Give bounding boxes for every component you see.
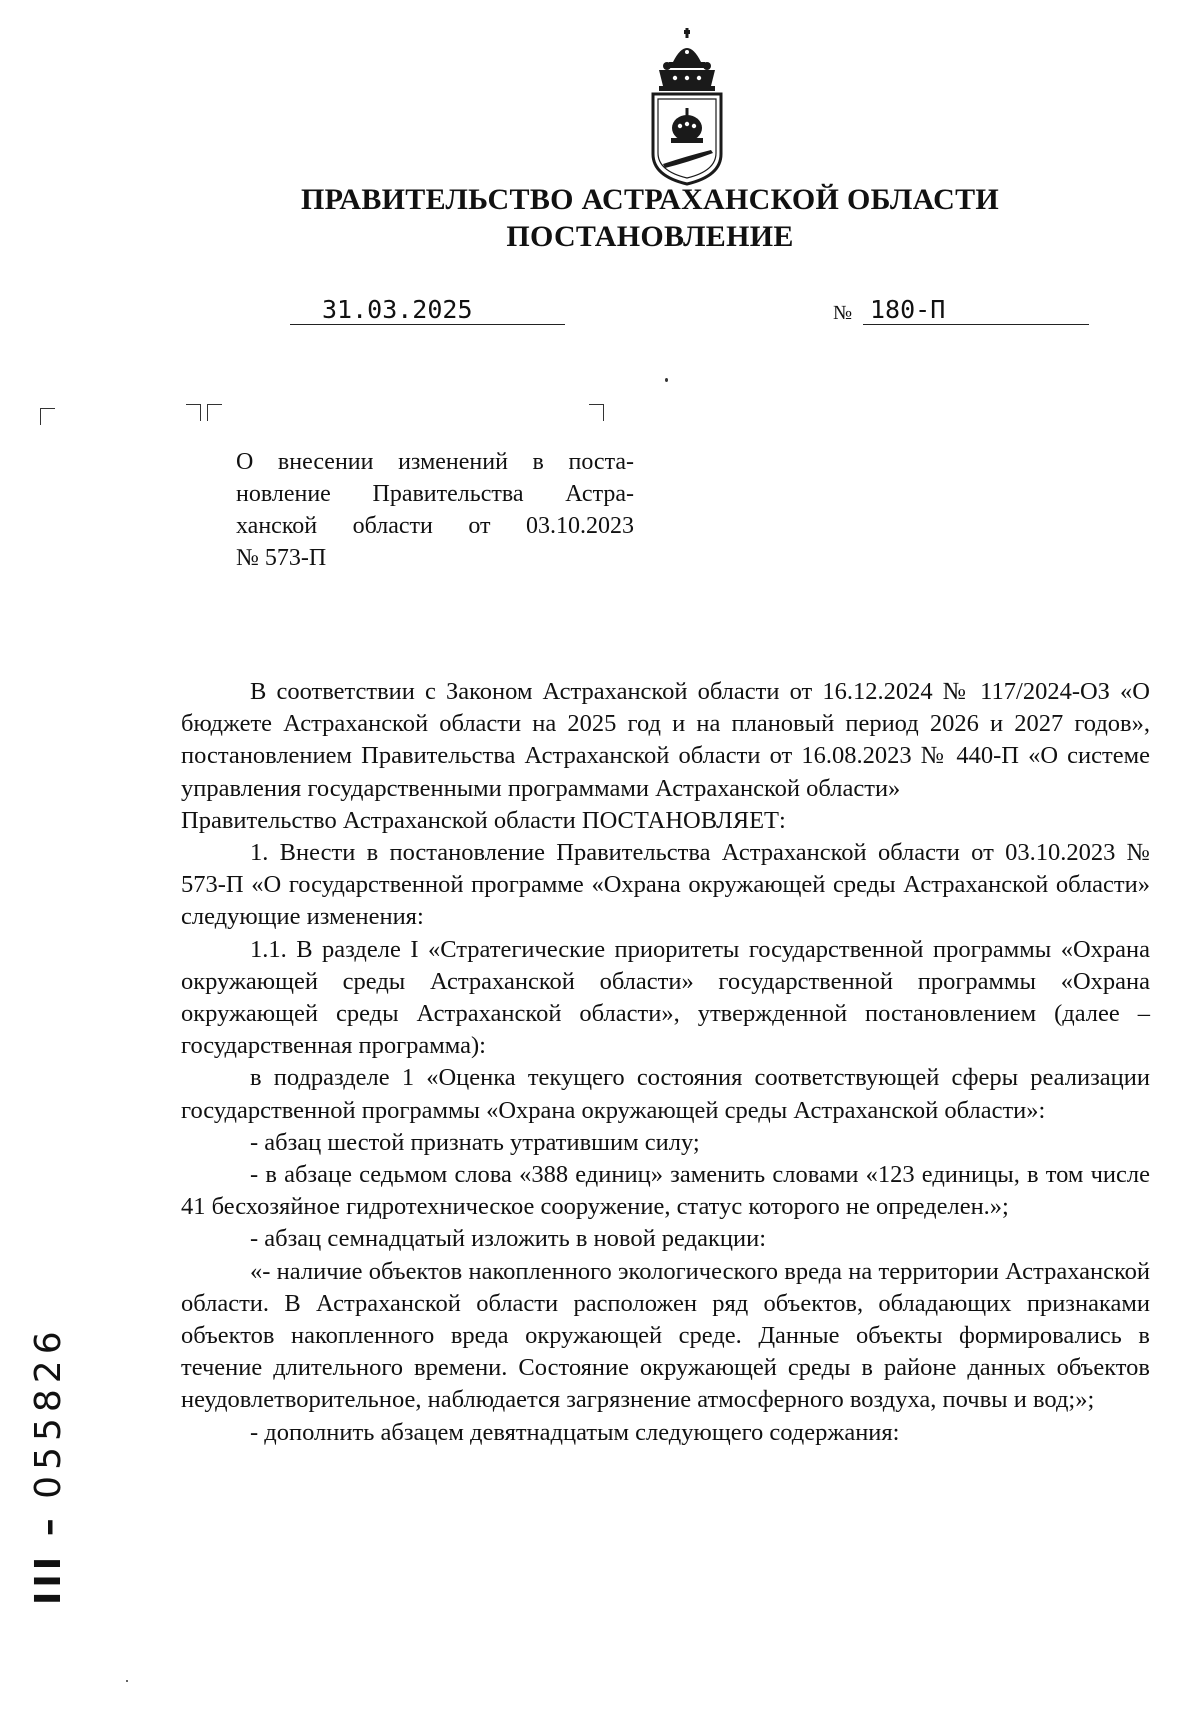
- amendment-item: - дополнить абзацем девятнадцатым следующего содержания:: [250, 1418, 900, 1446]
- subject-corner-mark: [186, 404, 201, 421]
- scan-speck: [665, 378, 668, 382]
- margin-corner-mark: [40, 408, 55, 425]
- coat-of-arms-emblem: [645, 28, 729, 188]
- amendment-item: - абзац семнадцатый изложить в новой редакции:: [250, 1225, 766, 1253]
- subject-corner-mark: [589, 404, 604, 421]
- amendment-item: - в абзаце седьмом слова «388 единиц» заменить словами «123 единицы, в том числе 41 бесхозяйное гидротехническое сооружение, статус которого не определен.»;: [181, 1161, 1150, 1221]
- clause-1: 1. Внести в постановление Правительства Астраханской области от 03.10.2023 № 573-П «О государственной программе «Охрана окружающей среды Астраханской области» следующие изменения:: [181, 839, 1150, 931]
- amendment-item: - абзац шестой признать утратившим силу;: [250, 1128, 700, 1156]
- document-subject: [236, 446, 634, 574]
- scan-speck: [126, 1680, 128, 1682]
- form-series: ІІІ –: [28, 1514, 69, 1605]
- quoted-new-text: «- наличие объектов накопленного экологического вреда на территории Астраханской области. В Астраханской области расположен ряд объектов, обладающих признаками объектов накопленного вреда окружающей среде. Данные объекты формировались в течение длительного времени. Состояние окружающей среды в районе данных объектов неудовлетворительное, наблюдается загрязнение атмосферного воздуха, почвы и вод;»;: [181, 1257, 1150, 1414]
- subject-line: О внесении изменений в поста-: [236, 449, 634, 475]
- subject-line: ханской области от 03.10.2023: [236, 513, 634, 539]
- resolves-line: Правительство Астраханской области ПОСТАНОВЛЯЕТ:: [181, 806, 786, 834]
- subject-line: № 573-П: [236, 545, 327, 571]
- date-underline: [290, 324, 565, 325]
- number-underline: [863, 324, 1089, 325]
- org-title: ПРАВИТЕЛЬСТВО АСТРАХАНСКОЙ ОБЛАСТИ: [300, 183, 1000, 216]
- document-number: 180-П: [870, 295, 946, 324]
- number-sign: №: [833, 302, 853, 324]
- doc-type-title: ПОСТАНОВЛЕНИЕ: [506, 220, 794, 253]
- form-number: 055826: [28, 1325, 69, 1499]
- document-body: [181, 676, 1150, 1449]
- subject-line: новление Правительства Астра-: [236, 481, 634, 507]
- clause-1-1: 1.1. В разделе I «Стратегические приоритеты государственной программы «Охрана окружающей среды Астраханской области» государственной программы «Охрана окружающей среды Астраханской области», утвержденной постановлением (далее – государственная программа):: [181, 935, 1150, 1060]
- preamble-paragraph: В соответствии с Законом Астраханской области от 16.12.2024 № 117/2024-ОЗ «О бюджете Астраханской области на 2025 год и на плановый период 2026 и 2027 годов», постановлением Правительства Астраханской области от 16.08.2023 № 440-П «О системе управления государственными программами Астраханской области»: [181, 678, 1150, 802]
- subsection-1-paragraph: в подразделе 1 «Оценка текущего состояния соответствующей сферы реализации государственной программы «Охрана окружающей среды Астраханской области»:: [181, 1064, 1150, 1124]
- subject-corner-mark: [207, 404, 222, 421]
- form-serial-code: [28, 1325, 69, 1605]
- document-date: 31.03.2025: [322, 295, 473, 324]
